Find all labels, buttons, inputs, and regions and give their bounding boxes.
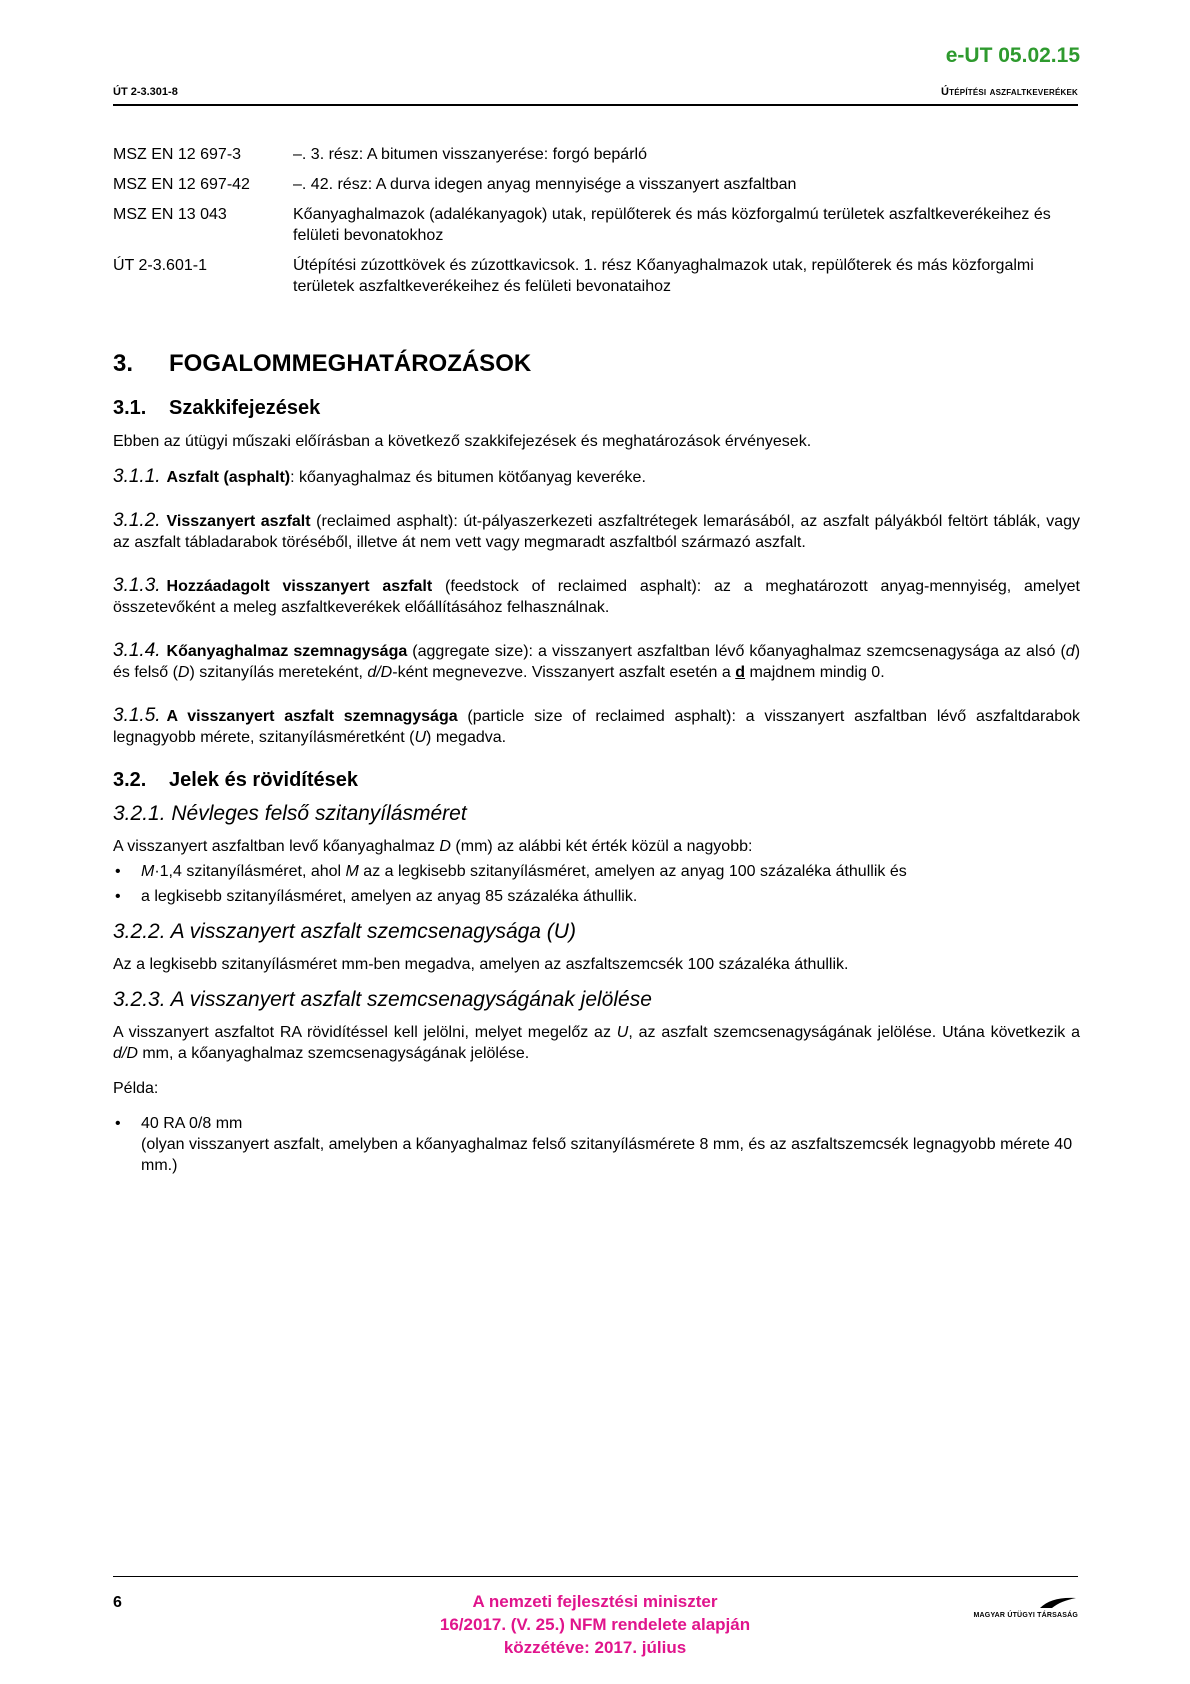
organization-name: MAGYAR ÚTÜGYI TÁRSASÁG xyxy=(973,1612,1078,1619)
definition-number: 3.1.1. xyxy=(113,466,161,487)
definition-text: (feedstock of reclaimed asphalt): az a meghatározott anyag-mennyiség, amelyet összetevőként a meleg aszfaltkeverékek előállításához felhasználnak. xyxy=(113,578,1081,616)
section-number: 3. xyxy=(113,350,134,377)
variable: d/D xyxy=(367,664,393,681)
section-3-2-3-text xyxy=(113,1022,1080,1064)
standard-title: Kőanyaghalmazok (adalékanyagok) utak, repülőterek és más közforgalmú területek aszfaltkeverékeihez és felületi bevonatokhoz xyxy=(293,206,1051,244)
standard-code: MSZ EN 12 697-3 xyxy=(113,146,242,163)
standard-code: ÚT 2-3.601-1 xyxy=(113,257,207,274)
definition-number: 3.1.5. xyxy=(113,705,161,726)
section-3-1-heading xyxy=(113,398,1080,419)
definition-3-1-3 xyxy=(113,575,1080,618)
definition-3-1-5 xyxy=(113,705,1080,748)
section-3-1-intro: Ebben az útügyi műszaki előírásban a következő szakkifejezések és meghatározások érvényesek. xyxy=(113,433,812,450)
definition-text: (aggregate size): a visszanyert aszfaltban lévő kőanyaghalmaz szemcsenagysága az alsó ( xyxy=(407,643,1066,660)
definition-term: Visszanyert aszfalt xyxy=(166,513,311,530)
example-list xyxy=(113,1113,1080,1176)
section-3-2-heading xyxy=(113,770,1080,791)
standard-row xyxy=(113,174,1080,195)
section-3-2-2-text: Az a legkisebb szitanyílásméret mm-ben megadva, amelyen az aszfaltszemcsék 100 százaléka áthullik. xyxy=(113,956,849,973)
definition-text: ) szitanyílás mereteként, xyxy=(189,664,368,681)
legal-notice xyxy=(360,1590,830,1659)
definition-text: -ként megnevezve. Visszanyert aszfalt esetén a xyxy=(392,664,736,681)
standard-row xyxy=(113,204,1080,246)
definition-text: ) megadva. xyxy=(426,729,507,746)
legal-line: közzétéve: 2017. július xyxy=(503,1638,687,1657)
definition-3-1-2 xyxy=(113,510,1080,553)
text: az a legkisebb szitanyílásméret, amelyen az anyag 100 százaléka áthullik és xyxy=(358,863,907,880)
section-number: 3.2. xyxy=(113,769,147,791)
example-note: (olyan visszanyert aszfalt, amelyben a kőanyaghalmaz felső szitanyílásmérete 8 mm, és az aszfaltszemcsék legnagyobb mérete 40 mm.) xyxy=(141,1136,1073,1174)
text: A visszanyert aszfaltban levő kőanyaghalmaz xyxy=(113,838,440,855)
page-number: 6 xyxy=(113,1594,122,1611)
definition-number: 3.1.4. xyxy=(113,640,161,661)
variable: D xyxy=(439,838,451,855)
bird-logo-icon xyxy=(1038,1596,1078,1610)
definition-text: majdnem mindig 0. xyxy=(745,664,885,681)
definition-number: 3.1.3. xyxy=(113,575,161,596)
section-title: FOGALOMMEGHATÁROZÁSOK xyxy=(169,350,532,377)
standard-title: –. 3. rész: A bitumen visszanyerése: forgó bepárló xyxy=(293,146,647,163)
standard-code: MSZ EN 13 043 xyxy=(113,206,227,223)
section-number: 3.1. xyxy=(113,397,147,419)
definition-text: (particle size of reclaimed asphalt): a visszanyert aszfaltban lévő aszfaltdarabok legnagyobb mérete, szitanyílásméretként ( xyxy=(113,708,1081,746)
definition-text: ) és felső ( xyxy=(113,643,1081,681)
header-title: Útépítési aszfaltkeverékek xyxy=(941,86,1078,98)
variable: d/D xyxy=(113,1045,138,1062)
footer-divider xyxy=(113,1576,1078,1577)
standards-list xyxy=(113,144,1080,297)
organization-logo xyxy=(928,1596,1078,1619)
legal-line: A nemzeti fejlesztési miniszter xyxy=(472,1592,718,1611)
section-3-2-3-heading: 3.2.3. A visszanyert aszfalt szemcsenagyságának jelölése xyxy=(113,988,652,1011)
list-item: • a legkisebb szitanyílásméret, amelyen az anyag 85 százaléka áthullik. xyxy=(113,886,1080,907)
definition-term: Hozzáadagolt visszanyert aszfalt xyxy=(166,578,433,595)
definition-term: Kőanyaghalmaz szemnagysága xyxy=(166,643,408,660)
standard-row xyxy=(113,144,1080,165)
main-content xyxy=(113,144,1080,1190)
section-3-2-1-heading: 3.2.1. Névleges felső szitanyílásméret xyxy=(113,802,467,825)
section-3-heading xyxy=(113,350,1080,377)
standard-row xyxy=(113,255,1080,297)
variable: d xyxy=(735,664,746,681)
definition-text: : kőanyaghalmaz és bitumen kötőanyag keveréke. xyxy=(290,469,646,486)
document-id: e-UT 05.02.15 xyxy=(945,44,1080,67)
text: A visszanyert aszfaltot RA rövidítéssel kell jelölni, melyet megelőz az xyxy=(113,1024,617,1041)
variable: U xyxy=(616,1024,629,1041)
variable: M xyxy=(141,863,155,880)
section-title: Jelek és rövidítések xyxy=(169,769,359,791)
definition-number: 3.1.2. xyxy=(113,510,161,531)
definition-term: A visszanyert aszfalt szemnagysága xyxy=(166,708,458,725)
text: ·1,4 szitanyílásméret, ahol xyxy=(154,863,346,880)
variable: D xyxy=(177,664,190,681)
text: (mm) az alábbi két érték közül a nagyobb: xyxy=(450,838,753,855)
standard-title: –. 42. rész: A durva idegen anyag mennyisége a visszanyert aszfaltban xyxy=(293,176,797,193)
running-header xyxy=(113,86,1078,106)
example-value: • 40 RA 0/8 mm xyxy=(141,1115,243,1132)
bullet-list xyxy=(113,861,1080,907)
variable: U xyxy=(414,729,427,746)
variable: M xyxy=(345,863,359,880)
text: mm, a kőanyaghalmaz szemcsenagyságának jelölése. xyxy=(137,1045,530,1062)
list-item xyxy=(113,1113,1080,1176)
definition-3-1-4 xyxy=(113,640,1080,683)
standard-code: MSZ EN 12 697-42 xyxy=(113,176,250,193)
list-item xyxy=(113,861,1080,882)
text: , az aszfalt szemcsenagyságának jelölése. Utána következik a xyxy=(628,1024,1081,1041)
definition-text: (reclaimed asphalt): út-pályaszerkezeti aszfaltrétegek lemarásából, az aszfalt pályákból feltört táblák, vagy az aszfalt tábladarabok töréséből, illetve át nem vett vagy megmaradt aszfaltból származó aszfalt. xyxy=(113,513,1081,551)
section-3-2-1-intro xyxy=(113,836,1080,857)
section-3-2-2-heading: 3.2.2. A visszanyert aszfalt szemcsenagysága (U) xyxy=(113,920,576,943)
example-label: Példa: xyxy=(113,1080,159,1097)
header-standard-number: ÚT 2-3.301-8 xyxy=(113,86,178,98)
definition-3-1-1 xyxy=(113,466,1080,488)
section-title: Szakkifejezések xyxy=(169,397,321,419)
definition-term: Aszfalt (asphalt) xyxy=(166,469,291,486)
legal-line: 16/2017. (V. 25.) NFM rendelete alapján xyxy=(439,1615,751,1634)
variable: d xyxy=(1065,643,1075,660)
standard-title: Útépítési zúzottkövek és zúzottkavicsok. 1. rész Kőanyaghalmazok utak, repülőterek és más közforgalmi területek aszfaltkeverékeihez és felületi bevonataihoz xyxy=(293,257,1034,295)
